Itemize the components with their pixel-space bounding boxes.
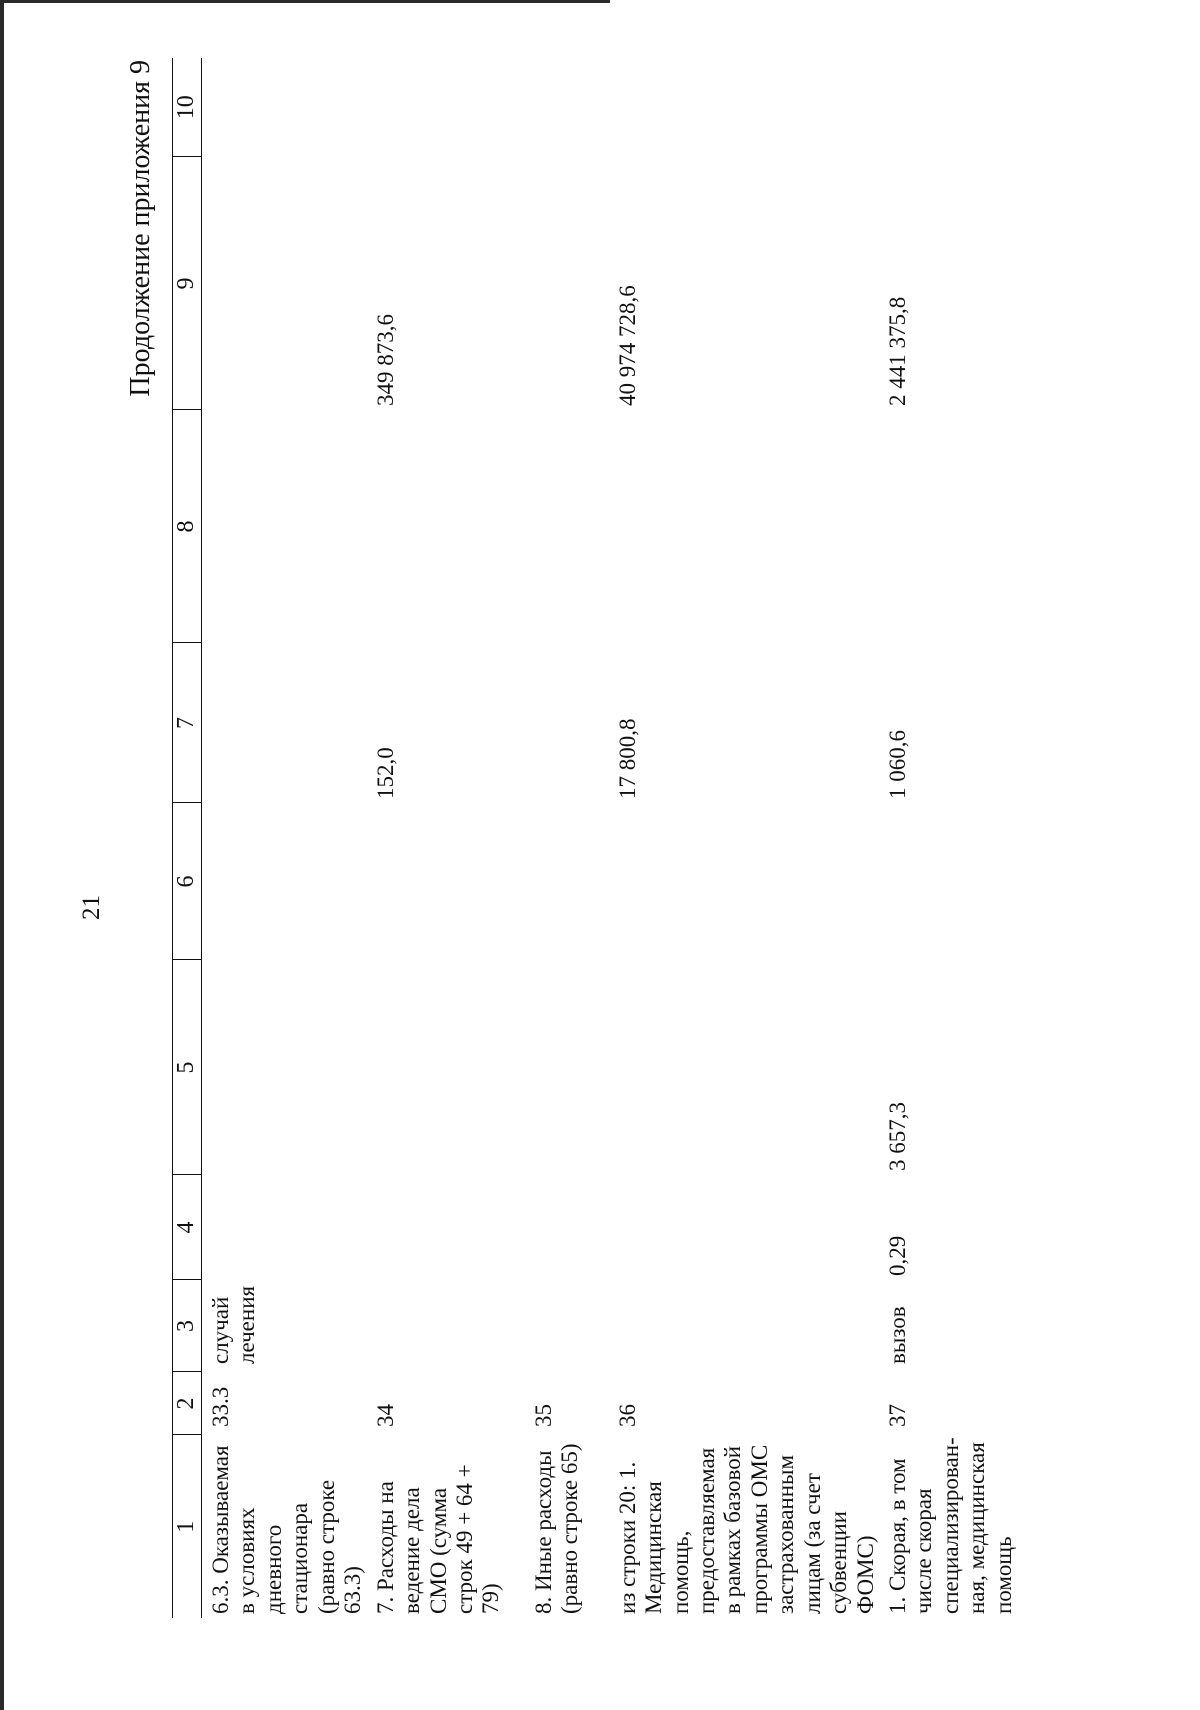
financial-table bbox=[172, 58, 1025, 1618]
column-header-5: 5 bbox=[173, 960, 202, 1175]
table-row bbox=[525, 58, 609, 1618]
table-row bbox=[367, 58, 525, 1618]
row-name: из строки 20: 1. Медицинская помощь, предоставляемая в рамках базовой программы ОМС застрахованным лицам (за счет субвенции ФОМС) bbox=[614, 1444, 878, 1614]
row-unit bbox=[525, 1280, 609, 1372]
column-header-10: 10 bbox=[173, 58, 202, 157]
table-row bbox=[202, 58, 367, 1618]
cell-col-10 bbox=[525, 58, 609, 157]
row-code: 35 bbox=[530, 1404, 556, 1427]
row-name: 8. Иные расходы (равно строке 65) bbox=[530, 1443, 583, 1614]
cell-col-8 bbox=[525, 410, 609, 643]
cell-col-4: 0,29 bbox=[885, 1235, 910, 1276]
column-header-4: 4 bbox=[173, 1175, 202, 1280]
column-header-2: 2 bbox=[173, 1372, 202, 1435]
cell-col-9: 40 974 728,6 bbox=[614, 285, 640, 406]
table-row bbox=[609, 58, 879, 1618]
row-code: 36 bbox=[614, 1404, 640, 1427]
column-header-1: 1 bbox=[173, 1435, 202, 1618]
column-header-3: 3 bbox=[173, 1280, 202, 1372]
column-header-6: 6 bbox=[173, 803, 202, 960]
row-unit bbox=[609, 1280, 879, 1372]
cell-col-8 bbox=[609, 410, 879, 643]
appendix-continuation-note: Продолжение приложения 9 bbox=[125, 60, 156, 397]
cell-col-9: 2 441 375,8 bbox=[885, 296, 910, 406]
column-header-9: 9 bbox=[173, 157, 202, 410]
column-header-7: 7 bbox=[173, 643, 202, 803]
cell-col-6 bbox=[879, 803, 1025, 960]
cell-col-8 bbox=[879, 410, 1025, 643]
cell-col-4 bbox=[609, 1175, 879, 1280]
cell-col-10 bbox=[202, 58, 367, 157]
cell-col-5: 3 657,3 bbox=[885, 1102, 910, 1171]
cell-col-9: 349 873,6 bbox=[372, 314, 398, 406]
row-code: 37 bbox=[885, 1404, 910, 1427]
cell-col-4 bbox=[202, 1175, 367, 1280]
cell-col-6 bbox=[202, 803, 367, 960]
cell-col-7: 152,0 bbox=[372, 747, 398, 799]
cell-col-10 bbox=[609, 58, 879, 157]
cell-col-6 bbox=[525, 803, 609, 960]
cell-col-10 bbox=[879, 58, 1025, 157]
cell-col-9 bbox=[525, 157, 609, 410]
row-code: 33.3 bbox=[208, 1386, 233, 1427]
page-number: 21 bbox=[78, 895, 105, 920]
cell-col-10 bbox=[367, 58, 525, 157]
row-unit: вызов bbox=[885, 1306, 910, 1364]
cell-col-5 bbox=[367, 960, 525, 1175]
cell-col-7 bbox=[202, 643, 367, 803]
row-name: 1. Скорая, в том числе скорая специализирован-ная, медицинская помощь bbox=[885, 1437, 1016, 1614]
cell-col-6 bbox=[609, 803, 879, 960]
table-row bbox=[879, 58, 1025, 1618]
row-name: 6.3. Оказываемая в условиях дневного стационара (равно строке 63.3) bbox=[208, 1445, 366, 1614]
row-name: 7. Расходы на ведение дела СМО (сумма строк 49 + 64 + 79) bbox=[372, 1464, 504, 1614]
cell-col-5 bbox=[609, 960, 879, 1175]
cell-col-7: 17 800,8 bbox=[614, 718, 640, 799]
cell-col-7: 1 060,6 bbox=[885, 730, 910, 799]
row-unit bbox=[367, 1280, 525, 1372]
row-unit: случай лечения bbox=[208, 1285, 260, 1364]
column-header-8: 8 bbox=[173, 410, 202, 643]
header-row bbox=[173, 58, 202, 1618]
cell-col-4 bbox=[367, 1175, 525, 1280]
cell-col-9 bbox=[202, 157, 367, 410]
cell-col-6 bbox=[367, 803, 525, 960]
cell-col-8 bbox=[202, 410, 367, 643]
cell-col-5 bbox=[525, 960, 609, 1175]
row-code: 34 bbox=[372, 1404, 398, 1427]
cell-col-4 bbox=[525, 1175, 609, 1280]
cell-col-8 bbox=[367, 410, 525, 643]
cell-col-5 bbox=[202, 960, 367, 1175]
cell-col-7 bbox=[525, 643, 609, 803]
